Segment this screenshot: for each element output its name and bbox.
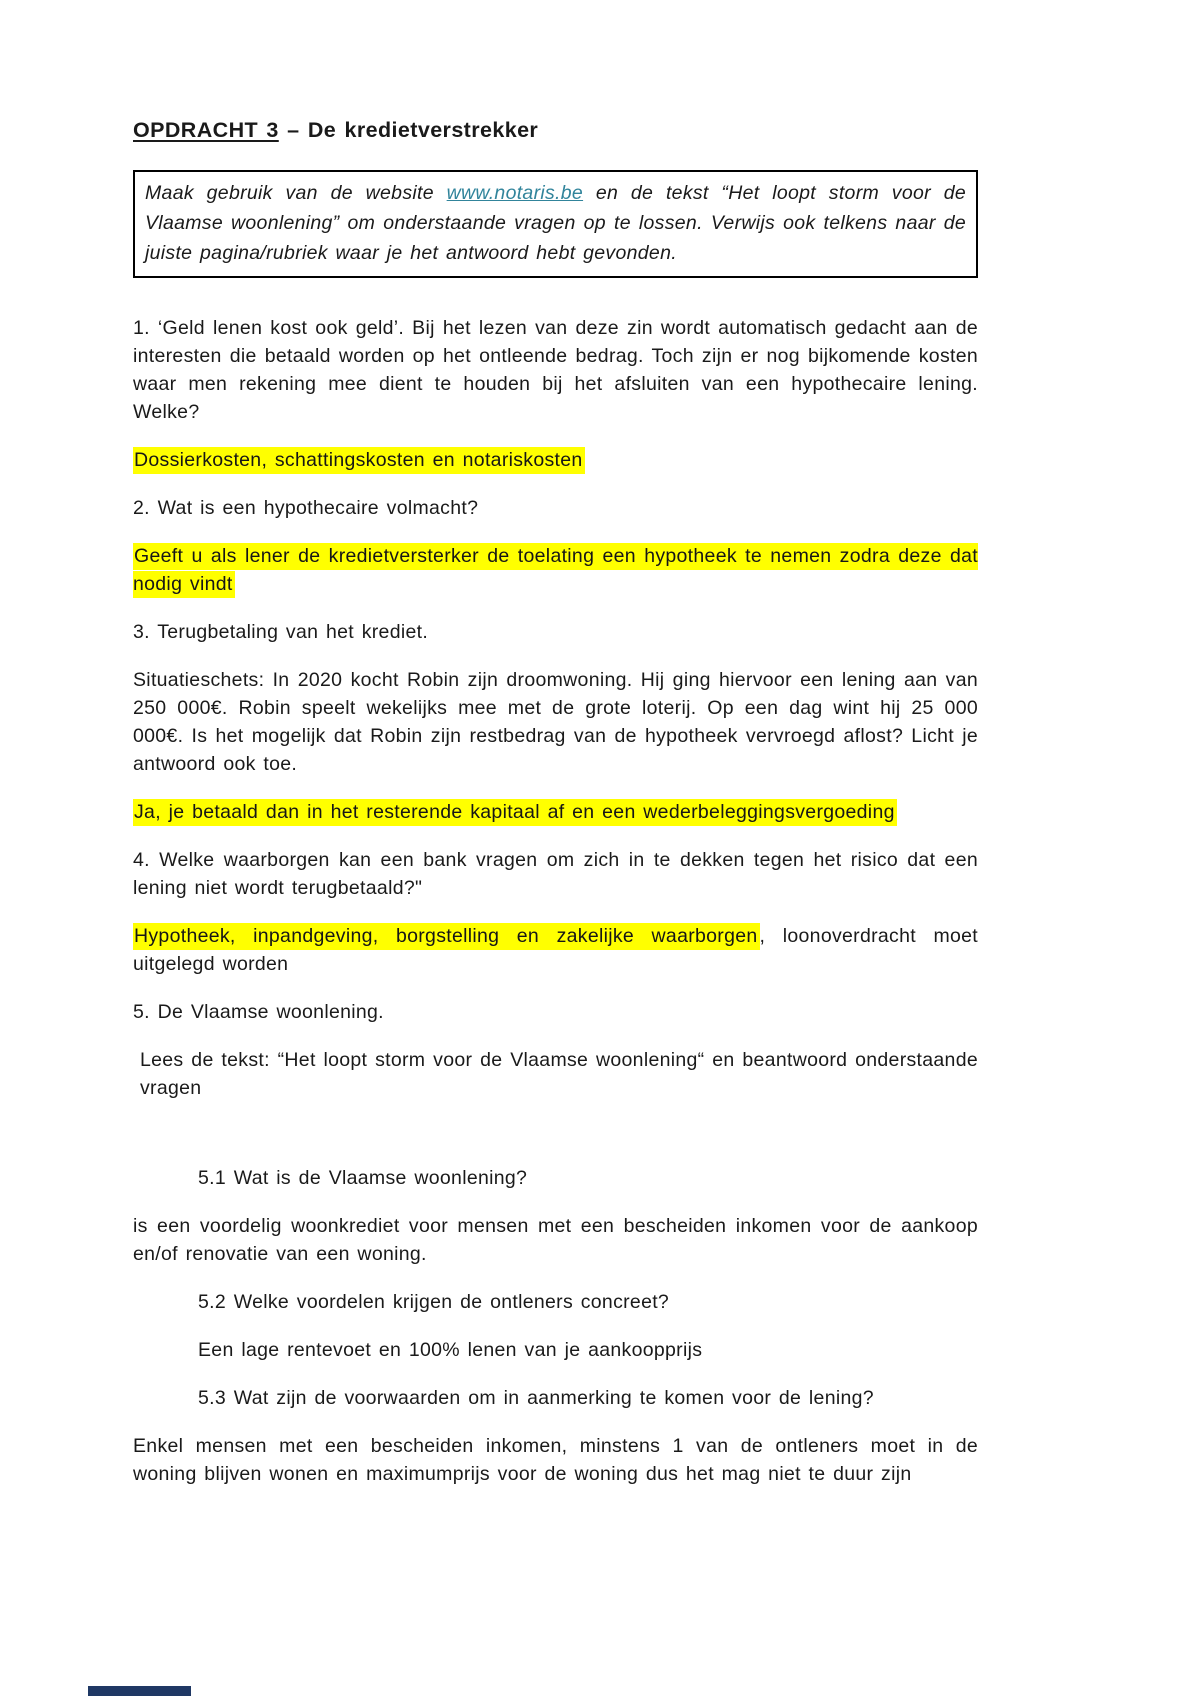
answer-2-highlight: Geeft u als lener de kredietversterker de toelating een hypotheek te nemen zodra deze dat nodig vindt (133, 543, 978, 598)
instruction-text-after: en de tekst “Het loopt storm voor de Vlaamse woonlening” om onderstaande vragen op te lossen. Verwijs ook telkens naar de juiste pagina/rubriek waar je het antwoord hebt gevonden. (145, 182, 966, 264)
subquestion-5-2-answer: Een lage rentevoet en 100% lenen van je aankoopprijs (198, 1339, 703, 1361)
answer-4-plain: , loonoverdracht moet uitgelegd worden (133, 925, 979, 975)
title-rest: De kredietverstrekker (307, 118, 539, 142)
notaris-link[interactable]: www.notaris.be (446, 182, 584, 204)
question-5: 5. De Vlaamse woonlening. (133, 1001, 384, 1023)
answer-2 (133, 542, 978, 598)
question-4: 4. Welke waarborgen kan een bank vragen om zich in te dekken tegen het risico dat een lening niet wordt terugbetaald?" (133, 849, 978, 899)
answer-3-highlight: Ja, je betaald dan in het resterende kapitaal af en een wederbeleggingsvergoeding (133, 799, 897, 826)
answer-4 (133, 922, 978, 978)
answer-1-highlight: Dossierkosten, schattingskosten en notariskosten (133, 447, 585, 474)
title-separator: – (278, 118, 308, 142)
answer-4-highlight: Hypotheek, inpandgeving, borgstelling en zakelijke waarborgen (133, 923, 760, 950)
instruction-box (133, 170, 978, 278)
subquestion-5-1-label: 5.1 Wat is de Vlaamse woonlening? (198, 1167, 528, 1189)
answer-1 (133, 446, 978, 474)
instruction-text-before: Maak gebruik van de website (145, 182, 447, 204)
subquestion-5-2-label: 5.2 Welke voordelen krijgen de ontleners concreet? (198, 1291, 670, 1313)
question-5-read-instruction: Lees de tekst: “Het loopt storm voor de Vlaamse woonlening“ en beantwoord onderstaande vragen (140, 1049, 978, 1099)
subquestion-5-3-label: 5.3 Wat zijn de voorwaarden om in aanmerking te komen voor de lening? (198, 1387, 874, 1409)
next-page-edge-bar (88, 1686, 191, 1696)
question-3-situation: Situatieschets: In 2020 kocht Robin zijn droomwoning. Hij ging hiervoor een lening aan van 250 000€. Robin speelt wekelijks mee met de grote loterij. Op een dag wint hij 25 000 000€. Is het mogelijk dat Robin zijn restbedrag van de hypotheek vervroegd aflost? Licht je antwoord ook toe. (133, 669, 978, 775)
page-title (133, 116, 978, 144)
title-opdracht: OPDRACHT 3 (133, 118, 279, 142)
question-2: 2. Wat is een hypothecaire volmacht? (133, 497, 479, 519)
answer-3 (133, 798, 978, 826)
subquestion-5-3-answer: Enkel mensen met een bescheiden inkomen, minstens 1 van de ontleners moet in de woning blijven wonen en maximumprijs voor de woning dus het mag niet te duur zijn (133, 1435, 978, 1485)
subquestion-5-1-answer: is een voordelig woonkrediet voor mensen met een bescheiden inkomen voor de aankoop en/of renovatie van een woning. (133, 1215, 978, 1265)
question-1: 1. ‘Geld lenen kost ook geld’. Bij het lezen van deze zin wordt automatisch gedacht aan de interesten die betaald worden op het ontleende bedrag. Toch zijn er nog bijkomende kosten waar men rekening mee dient te houden bij het afsluiten van een hypothecaire lening. Welke? (133, 317, 978, 423)
question-3: 3. Terugbetaling van het krediet. (133, 621, 429, 643)
